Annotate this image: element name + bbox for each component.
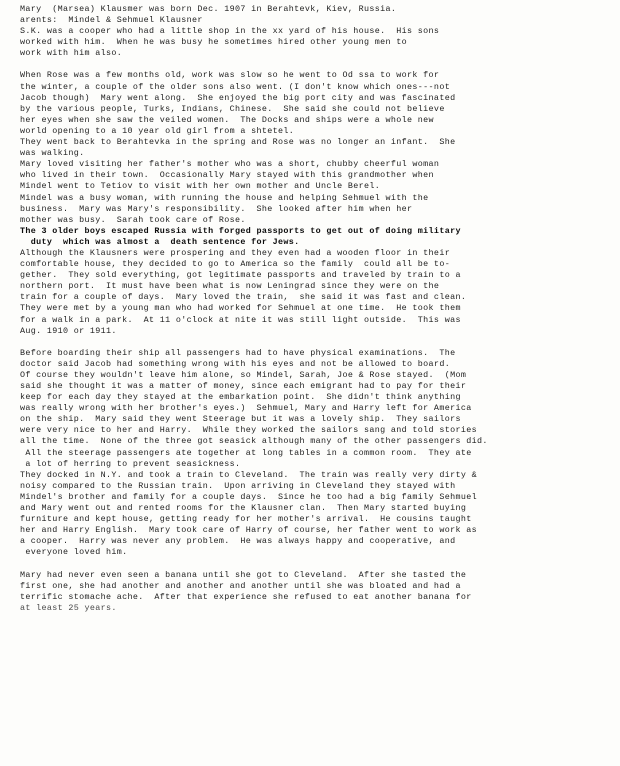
text-line: was walking. — [20, 148, 85, 159]
text-line: for a walk in a park. At 11 o'clock at nite it was still light outside. This was — [20, 314, 461, 325]
text-line: said she thought it was a matter of money, since each emigrant had to pay for their — [20, 381, 467, 391]
text-line: arents: Mindel & Sehmuel Klausner — [20, 15, 203, 26]
text-line: comfortable house, they decided to go to America so the family could all be to- — [20, 259, 451, 270]
text-line: train for a couple of days. Mary loved the train, she said it was fast and clean. — [20, 292, 467, 303]
typed-text-body — [20, 4, 612, 614]
text-line: All the steerage passengers ate together at long tables in a common room. They ate — [20, 447, 472, 458]
text-line: Mary loved visiting her father's mother who was a short, chubby cheerful woman — [20, 159, 440, 170]
text-line: work with him also. — [20, 48, 123, 59]
text-line: a cooper. Harry was never any problem. He was always happy and cooperative, and — [20, 536, 456, 547]
text-line: Mary (Marsea) Klausmer was born Dec. 1907 in Berahtevk, Kiev, Russia. — [20, 4, 397, 14]
text-line: gether. They sold everything, got legitimate passports and traveled by train to a — [20, 270, 461, 281]
paragraph-gap — [20, 337, 612, 348]
text-line: noisy compared to the Russian train. Upon arriving in Cleveland they stayed with — [20, 480, 456, 491]
text-line: Jacob though) Mary went along. She enjoyed the big port city and was fascinated — [20, 92, 456, 103]
text-line: at least 25 years. — [20, 602, 117, 613]
text-line: They went back to Berahtevka in the spring and Rose was no longer an infant. She — [20, 137, 456, 148]
text-line: Mindel's brother and family for a couple days. Since he too had a big family Sehmuel — [20, 491, 477, 502]
text-line: The 3 older boys escaped Russia with forged passports to get out of doing military — [20, 225, 461, 236]
text-line: were very nice to her and Harry. While they worked the sailors sang and told stories — [20, 425, 477, 436]
text-line: Before boarding their ship all passengers had to have physical examinations. The — [20, 347, 456, 358]
text-line: her eyes when she saw the veiled women. The Docks and ships were a whole new — [20, 114, 434, 125]
text-line: business. Mary was Mary's responsibility. She looked after him when her — [20, 203, 413, 214]
text-line: keep for each day they stayed at the embarkation point. She didn't think anything — [20, 392, 461, 403]
text-line: the winter, a couple of the older sons also went. (I don't know which ones---not — [20, 81, 451, 92]
text-line: mother was busy. Sarah took care of Rose. — [20, 214, 246, 225]
text-line: her and Harry English. Mary took care of Harry of course, her father went to work as — [20, 525, 477, 536]
text-line: furniture and kept house, getting ready for her mother's arrival. He cousins taught — [20, 514, 472, 525]
text-line: S.K. was a cooper who had a little shop in the xx yard of his house. His sons — [20, 26, 440, 37]
text-line: by the various people, Turks, Indians, Chinese. She said she could not believe — [20, 103, 445, 114]
text-line: everyone loved him. — [20, 547, 128, 558]
text-line: When Rose was a few months old, work was slow so he went to Od ssa to work for — [20, 70, 440, 81]
text-line: duty which was almost a death sentence for Jews. — [20, 236, 300, 247]
text-line: first one, she had another and another and another until she was bloated and had a — [20, 580, 461, 591]
text-line: northern port. It must have been what is now Leningrad since they were on the — [20, 281, 440, 292]
text-line: Of course they wouldn't leave him alone, so Mindel, Sarah, Joe & Rose stayed. (Mom — [20, 369, 467, 380]
text-line: terrific stomache ache. After that experience she refused to eat another banana for — [20, 591, 472, 602]
text-line: world opening to a 10 year old girl from a shtetel. — [20, 125, 295, 136]
heading-block — [20, 4, 612, 59]
text-line: doctor said Jacob had something wrong with his eyes and not be allowed to board. — [20, 358, 451, 369]
paragraph-odessa — [20, 70, 612, 336]
text-line: They docked in N.Y. and took a train to Cleveland. The train was really very dirty & — [20, 469, 477, 480]
text-line: Mindel was a busy woman, with running the house and helping Sehmuel with the — [20, 192, 429, 203]
paragraph-gap — [20, 559, 612, 570]
paragraph-voyage — [20, 348, 612, 559]
text-line: and Mary went out and rented rooms for the Klausner clan. Then Mary started buying — [20, 503, 467, 514]
text-line: Although the Klausners were prospering and they even had a wooden floor in their — [20, 247, 451, 258]
text-line: a lot of herring to prevent seasickness. — [20, 458, 241, 469]
text-line: They were met by a young man who had worked for Sehmuel at one time. He took them — [20, 303, 461, 314]
paragraph-banana — [20, 570, 612, 614]
text-line: Mindel went to Tetiov to visit with her own mother and Uncle Berel. — [20, 181, 381, 192]
text-line: Mary had never even seen a banana until she got to Cleveland. After she tasted the — [20, 569, 467, 580]
text-line: all the time. None of the three got seasick although many of the other passengers did. — [20, 436, 488, 447]
text-line: Aug. 1910 or 1911. — [20, 325, 117, 336]
text-line: was really wrong with her brother's eyes.) Sehmuel, Mary and Harry left for America — [20, 403, 472, 414]
paragraph-gap — [20, 59, 612, 70]
text-line: worked with him. When he was busy he sometimes hired other young men to — [20, 37, 408, 48]
text-line: on the ship. Mary said they went Steerage but it was a lovely ship. They sailors — [20, 414, 461, 425]
text-line: who lived in their town. Occasionally Mary stayed with this grandmother when — [20, 170, 434, 181]
